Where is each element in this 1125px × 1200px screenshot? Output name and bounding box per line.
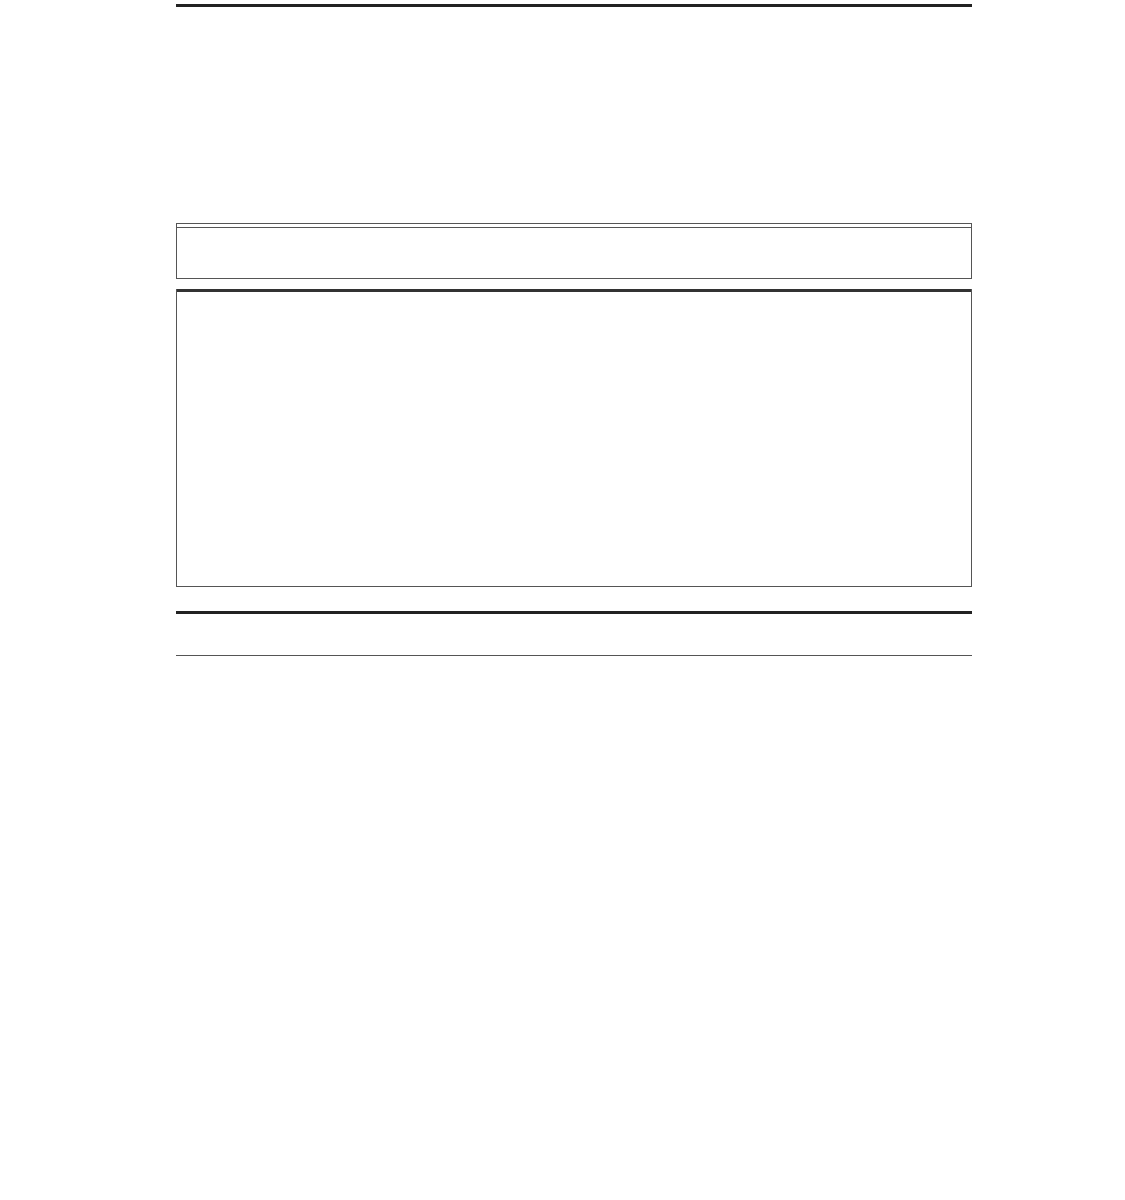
top-rule	[176, 4, 972, 7]
section-rule	[176, 611, 972, 614]
adjective-box	[176, 289, 972, 587]
prefix-box	[176, 223, 972, 279]
task2-underline	[176, 655, 972, 656]
